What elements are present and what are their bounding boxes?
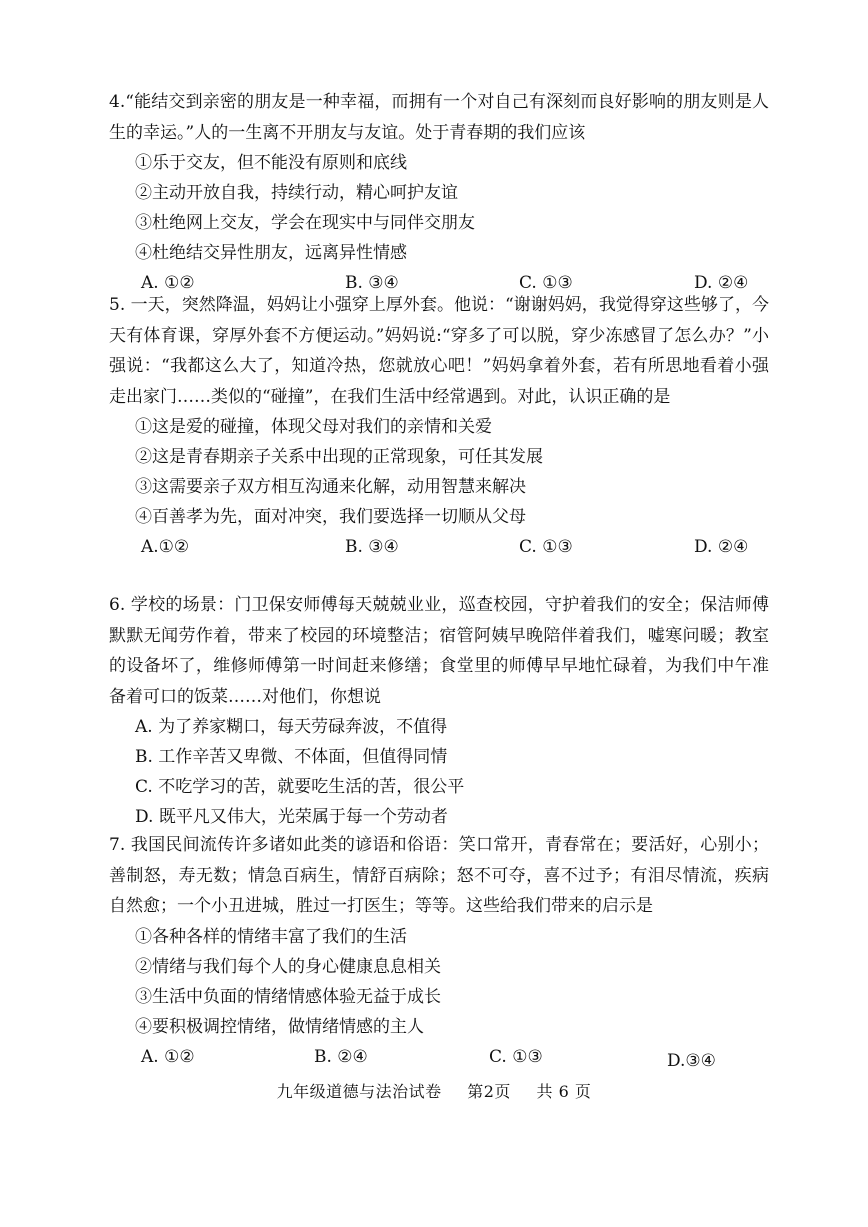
question-7-choice-d: D.③④ <box>667 1050 716 1071</box>
question-7-item-3: ③生活中负面的情绪情感体验无益于成长 <box>135 986 441 1007</box>
question-7-item-4: ④要积极调控情绪，做情绪情感的主人 <box>135 1016 424 1037</box>
question-7-choice-a: A. ①② <box>141 1046 195 1067</box>
question-5-choice-a: A.①② <box>141 537 190 557</box>
question-4-stem: 4.“能结交到亲密的朋友是一种幸福，而拥有一个对自己有深刻而良好影响的朋友则是人生的幸运。”人的一生离不开朋友与友谊。处于青春期的我们应该 <box>109 92 769 143</box>
question-7-stem: 7. 我国民间流传许多诸如此类的谚语和俗语：笑口常开，青春常在；要活好，心别小；善制怒，寿无数；情急百病生，情舒百病除；怒不可夺，喜不过予；有泪尽情流，疾病自然愈；一个小丑进城，胜过一打医生；等等。这些给我们带来的启示是 <box>109 835 769 916</box>
question-4-choice-d: D. ②④ <box>694 273 749 293</box>
page-footer <box>0 1079 868 1102</box>
question-5-stem: 5. 一天，突然降温，妈妈让小强穿上厚外套。他说：“谢谢妈妈，我觉得穿这些够了，今天有体育课，穿厚外套不方便运动。”妈妈说:“穿多了可以脱，穿少冻感冒了怎么办？”小强说：“我都这么大了，知道冷热，您就放心吧！”妈妈拿着外套，若有所思地看着小强走出家门……类似的“碰撞”，在我们生活中经常遇到。对此，认识正确的是 <box>109 295 769 407</box>
question-5-choice-d: D. ②④ <box>694 537 749 557</box>
question-4-item-3: ③杜绝网上交友，学会在现实中与同伴交朋友 <box>135 213 475 233</box>
question-6 <box>109 590 769 832</box>
footer-page-number: 第2页 <box>467 1082 511 1101</box>
question-7-choice-c: C. ①③ <box>489 1046 543 1067</box>
question-6-option-b: B. 工作辛苦又卑微、不体面，但值得同情 <box>135 747 448 767</box>
footer-page-total: 共 6 页 <box>536 1082 592 1101</box>
question-4-choice-a: A. ①② <box>141 273 195 293</box>
question-5-item-4: ④百善孝为先，面对冲突，我们要选择一切顺从父母 <box>135 507 526 527</box>
question-7-item-1: ①各种各样的情绪丰富了我们的生活 <box>135 926 407 947</box>
question-7-choice-b: B. ②④ <box>314 1046 368 1067</box>
question-6-option-d: D. 既平凡又伟大，光荣属于每一个劳动者 <box>135 807 448 827</box>
question-4-item-2: ②主动开放自我，持续行动，精心呵护友谊 <box>135 183 458 203</box>
question-4 <box>109 87 769 298</box>
question-6-option-a: A. 为了养家糊口，每天劳碌奔波，不值得 <box>135 717 448 737</box>
question-5-item-3: ③这需要亲子双方相互沟通来化解，动用智慧来解决 <box>135 477 526 497</box>
question-5 <box>109 290 769 562</box>
question-5-choices <box>109 532 769 562</box>
question-7 <box>109 830 769 1072</box>
question-4-choice-b: B. ③④ <box>345 273 399 293</box>
question-4-choice-c: C. ①③ <box>519 273 573 293</box>
question-7-choices <box>109 1042 769 1072</box>
question-4-item-1: ①乐于交友，但不能没有原则和底线 <box>135 153 407 173</box>
question-4-item-4: ④杜绝结交异性朋友，远离异性情感 <box>135 243 407 263</box>
question-5-item-2: ②这是青春期亲子关系中出现的正常现象，可任其发展 <box>135 447 543 467</box>
question-5-choice-c: C. ①③ <box>519 537 573 557</box>
footer-exam-title: 九年级道德与法治试卷 <box>276 1082 442 1101</box>
question-6-option-c: C. 不吃学习的苦，就要吃生活的苦，很公平 <box>135 777 465 797</box>
question-6-stem: 6. 学校的场景：门卫保安师傅每天兢兢业业，巡查校园，守护着我们的安全；保洁师傅默默无闻劳作着，带来了校园的环境整洁；宿管阿姨早晚陪伴着我们，嘘寒问暖；教室的设备坏了，维修师傅第一时间赶来修缮；食堂里的师傅早早地忙碌着，为我们中午准备着可口的饭菜……对他们，你想说 <box>109 595 769 707</box>
question-7-item-2: ②情绪与我们每个人的身心健康息息相关 <box>135 956 441 977</box>
question-5-choice-b: B. ③④ <box>345 537 399 557</box>
question-5-item-1: ①这是爱的碰撞，体现父母对我们的亲情和关爱 <box>135 417 492 437</box>
